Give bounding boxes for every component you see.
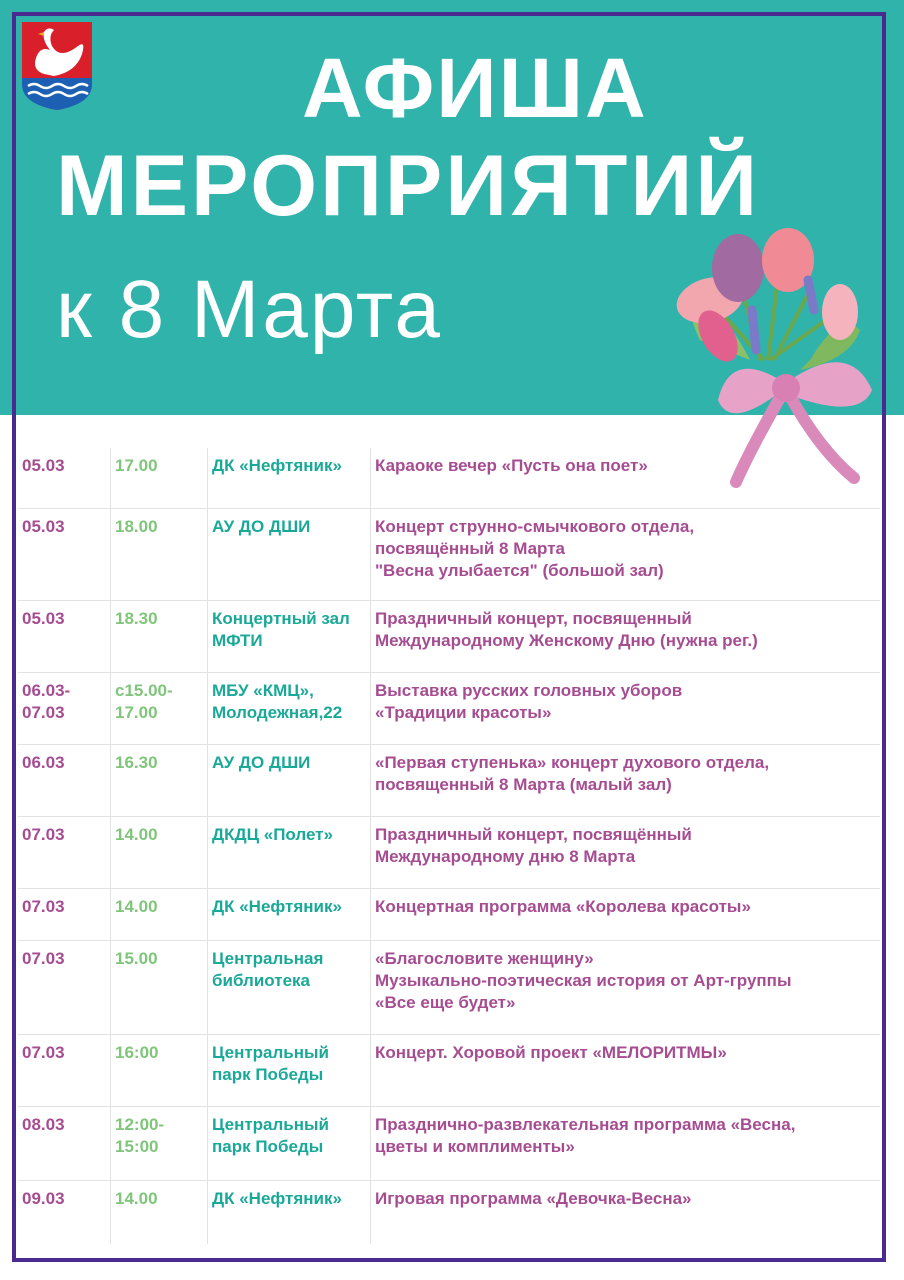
title-line-2: МЕРОПРИЯТИЙ (56, 138, 761, 234)
event-place: МБУ «КМЦ», Молодежная,22 (208, 672, 371, 744)
table-row (18, 1106, 880, 1180)
event-time: 12:00-15:00 (111, 1106, 208, 1180)
title-line-3: к 8 Марта (56, 264, 442, 355)
event-date: 05.03 (18, 508, 111, 600)
event-place: Концертный зал МФТИ (208, 600, 371, 672)
event-place: ДК «Нефтяник» (208, 448, 371, 508)
table-row (18, 600, 880, 672)
event-title: Праздничный концерт, посвящённый Международному дню 8 Марта (371, 816, 881, 888)
event-place: АУ ДО ДШИ (208, 744, 371, 816)
event-title: Концерт. Хоровой проект «МЕЛОРИТМЫ» (371, 1034, 881, 1106)
event-title: Празднично-развлекательная программа «Весна, цветы и комплименты» (371, 1106, 881, 1180)
event-time: 16.30 (111, 744, 208, 816)
event-title: Концерт струнно-смычкового отдела, посвящённый 8 Марта "Весна улыбается" (большой зал) (371, 508, 881, 600)
event-place: Центральная библиотека (208, 940, 371, 1034)
event-place: АУ ДО ДШИ (208, 508, 371, 600)
event-date: 08.03 (18, 1106, 111, 1180)
event-time: 14.00 (111, 1180, 208, 1244)
event-time: 16:00 (111, 1034, 208, 1106)
event-time: с15.00-17.00 (111, 672, 208, 744)
event-time: 18.00 (111, 508, 208, 600)
table-row (18, 1180, 880, 1244)
table-row (18, 888, 880, 940)
event-title: Праздничный концерт, посвященный Международному Женскому Дню (нужна рег.) (371, 600, 881, 672)
table-row (18, 448, 880, 508)
event-title: Караоке вечер «Пусть она поет» (371, 448, 881, 508)
event-date: 07.03 (18, 1034, 111, 1106)
event-time: 14.00 (111, 816, 208, 888)
title-line-1: АФИША (302, 41, 648, 135)
event-title: Концертная программа «Королева красоты» (371, 888, 881, 940)
event-time: 18.30 (111, 600, 208, 672)
event-date: 07.03 (18, 940, 111, 1034)
event-title: «Благословите женщину» Музыкально-поэтическая история от Арт-группы «Все еще будет» (371, 940, 881, 1034)
event-title: «Первая ступенька» концерт духового отдела, посвященный 8 Марта (малый зал) (371, 744, 881, 816)
event-date: 07.03 (18, 888, 111, 940)
event-time: 14.00 (111, 888, 208, 940)
event-date: 05.03 (18, 600, 111, 672)
event-date: 06.03-07.03 (18, 672, 111, 744)
event-place: ДКДЦ «Полет» (208, 816, 371, 888)
event-place: ДК «Нефтяник» (208, 888, 371, 940)
table-row (18, 1034, 880, 1106)
table-row (18, 508, 880, 600)
event-title: Игровая программа «Девочка-Весна» (375, 1188, 692, 1208)
table-row (18, 744, 880, 816)
event-place: Центральный парк Победы (208, 1106, 371, 1180)
event-date: 09.03 (18, 1180, 111, 1244)
table-row (18, 816, 880, 888)
event-place: Центральный парк Победы (208, 1034, 371, 1106)
event-date: 07.03 (18, 816, 111, 888)
event-time: 17.00 (111, 448, 208, 508)
swan-coat-of-arms-icon (20, 20, 94, 112)
event-place: ДК «Нефтяник» (208, 1180, 371, 1244)
event-title: Выставка русских головных уборов «Традиции красоты» (371, 672, 881, 744)
table-row (18, 672, 880, 744)
event-date: 05.03 (18, 448, 111, 508)
events-table (18, 448, 880, 1244)
table-row (18, 940, 880, 1034)
event-date: 06.03 (18, 744, 111, 816)
event-time: 15.00 (111, 940, 208, 1034)
